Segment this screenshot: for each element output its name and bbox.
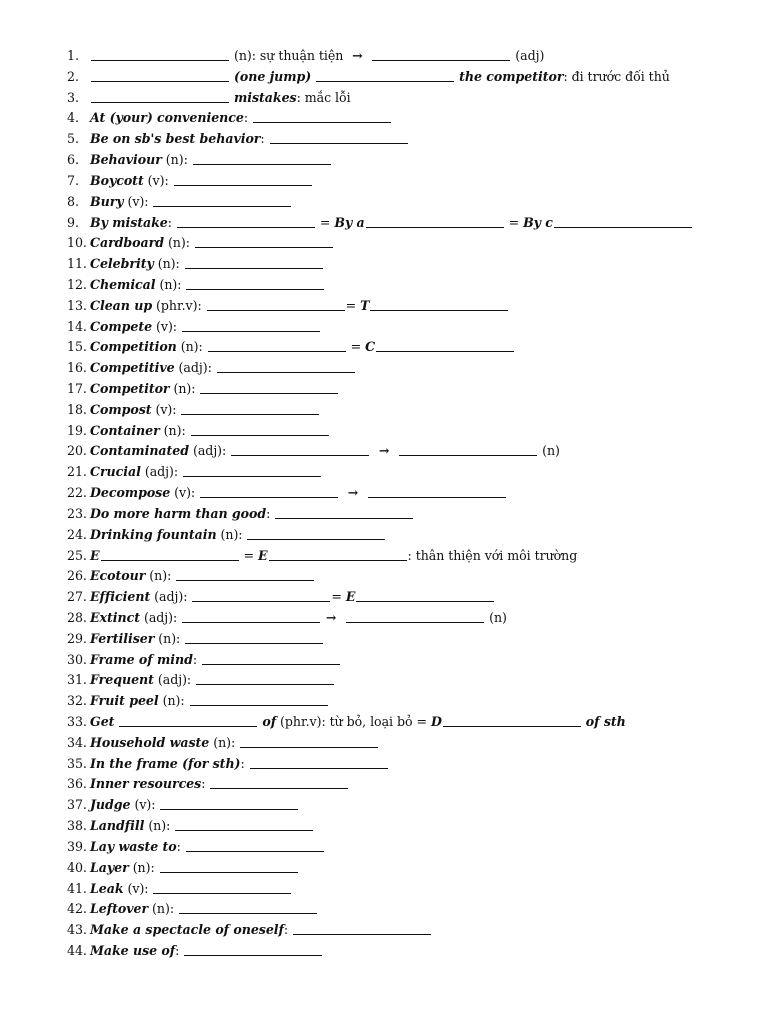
item-text: (n): <box>161 152 192 168</box>
item-number: 41. <box>67 880 87 896</box>
answer-blank[interactable] <box>195 234 333 248</box>
item-text: (n): <box>163 235 194 251</box>
answer-blank[interactable] <box>554 214 692 228</box>
answer-blank[interactable] <box>182 609 320 623</box>
vocab-item <box>67 213 757 234</box>
answer-blank[interactable] <box>372 47 510 61</box>
vocab-item <box>67 88 757 109</box>
vocab-term: Clean up <box>90 297 153 313</box>
answer-blank[interactable] <box>185 255 323 269</box>
vocab-term: Lay waste to <box>90 838 177 854</box>
item-text: : <box>260 131 269 147</box>
vocab-item <box>67 858 757 879</box>
item-number: 20. <box>67 443 87 459</box>
answer-blank[interactable] <box>181 401 319 415</box>
vocab-term: Inner resources <box>90 776 202 792</box>
item-text: (n): <box>209 734 240 750</box>
item-number: 22. <box>67 485 87 501</box>
vocab-term: Chemical <box>90 276 156 292</box>
vocab-item <box>67 879 757 900</box>
item-number: 34. <box>67 734 87 750</box>
vocab-item <box>67 774 757 795</box>
vocab-term: T <box>360 297 370 313</box>
item-number: 16. <box>67 360 87 376</box>
vocab-term: Celebrity <box>90 256 154 272</box>
item-text: = <box>345 297 361 313</box>
item-text: : <box>283 922 293 938</box>
answer-blank[interactable] <box>399 442 537 456</box>
answer-blank[interactable] <box>191 422 329 436</box>
item-text: (v): <box>170 485 200 501</box>
vocab-item <box>67 837 757 858</box>
vocab-item <box>67 504 757 525</box>
vocab-term: D <box>430 714 442 729</box>
item-number: 17. <box>67 381 87 396</box>
vocab-term: Be on sb's best behavior <box>90 131 261 147</box>
vocab-term: E <box>345 589 356 605</box>
arrow-right-icon: → <box>378 443 390 459</box>
item-number: 25. <box>67 547 87 563</box>
item-text: (n): <box>153 256 184 272</box>
vocab-term: Container <box>90 422 160 438</box>
answer-blank[interactable] <box>210 775 348 789</box>
item-text: (v): <box>123 880 153 896</box>
answer-blank[interactable] <box>174 172 312 186</box>
item-number: 38. <box>67 818 87 834</box>
item-text: (n): sự thuận tiện <box>230 48 348 63</box>
item-number: 21. <box>67 464 87 480</box>
item-number: 18. <box>67 401 87 417</box>
vocab-term: Get <box>90 714 115 729</box>
vocab-term: Crucial <box>90 464 141 480</box>
vocab-item <box>67 67 757 88</box>
vocab-item <box>67 899 757 920</box>
item-number: 4. <box>67 110 79 126</box>
answer-blank[interactable] <box>186 276 324 290</box>
vocab-item <box>67 608 757 629</box>
vocab-term: Fertiliser <box>90 630 155 646</box>
vocab-term: Drinking fountain <box>90 526 217 542</box>
item-text: (v): <box>130 797 160 813</box>
vocab-item <box>67 462 757 483</box>
item-text: (v): <box>123 193 153 209</box>
vocab-item <box>67 358 757 379</box>
answer-blank[interactable] <box>182 318 320 332</box>
answer-blank[interactable] <box>346 609 484 623</box>
item-text: : <box>243 110 253 126</box>
answer-blank[interactable] <box>217 359 355 373</box>
answer-blank[interactable] <box>247 526 385 540</box>
item-number: 39. <box>67 838 87 854</box>
item-number: 12. <box>67 276 87 292</box>
vocab-term: Do more harm than good <box>90 505 267 521</box>
vocab-item <box>67 337 757 358</box>
vocab-term: Judge <box>90 797 131 813</box>
item-text: : <box>266 505 275 521</box>
vocab-term: E <box>257 547 268 563</box>
vocab-term: Competitor <box>90 381 170 396</box>
item-text: (n): <box>128 859 159 875</box>
item-text: : thân thiện với môi trường <box>407 547 578 563</box>
vocab-term: At (your) convenience <box>90 110 244 126</box>
answer-blank[interactable] <box>160 796 298 810</box>
item-text: : mắc lỗi <box>296 89 351 105</box>
vocab-item <box>67 379 757 400</box>
answer-blank[interactable] <box>185 630 323 644</box>
vocab-term: Frame of mind <box>90 651 193 667</box>
vocab-item <box>67 795 757 816</box>
item-text: (adj) <box>511 48 545 63</box>
item-text: (n): <box>155 276 186 292</box>
answer-blank[interactable] <box>269 547 407 561</box>
vocab-term: Leak <box>90 880 124 896</box>
vocab-item <box>67 712 757 733</box>
vocab-item <box>67 150 757 171</box>
item-text: (n): <box>169 381 200 396</box>
vocab-term: Make use of <box>90 942 176 958</box>
vocab-term: Make a spectacle of oneself <box>90 922 284 938</box>
answer-blank[interactable] <box>119 713 257 727</box>
vocab-term: By c <box>523 214 553 230</box>
item-text: (n): <box>158 693 189 709</box>
vocab-item <box>67 129 757 150</box>
answer-blank[interactable] <box>91 68 229 82</box>
vocab-term: Compete <box>90 318 153 334</box>
item-number: 10. <box>67 235 87 251</box>
answer-blank[interactable] <box>275 505 413 519</box>
arrow-right-icon: → <box>347 485 359 501</box>
answer-blank[interactable] <box>175 817 313 831</box>
item-number: 30. <box>67 651 87 667</box>
vocab-term: E <box>90 547 100 563</box>
item-number: 9. <box>67 214 79 230</box>
answer-blank[interactable] <box>91 89 229 103</box>
item-text: (n): <box>154 630 185 646</box>
item-text: = <box>346 339 366 355</box>
answer-blank[interactable] <box>356 588 494 602</box>
vocab-term: Leftover <box>90 901 149 917</box>
answer-blank[interactable] <box>190 692 328 706</box>
item-number: 27. <box>67 589 87 605</box>
answer-blank[interactable] <box>270 130 408 144</box>
answer-blank[interactable] <box>160 859 298 873</box>
answer-blank[interactable] <box>443 713 581 727</box>
answer-blank[interactable] <box>176 567 314 581</box>
vocab-item <box>67 171 757 192</box>
answer-blank[interactable] <box>376 338 514 352</box>
answer-blank[interactable] <box>202 651 340 665</box>
item-text: (n): <box>144 818 175 834</box>
vocab-term: Compost <box>90 401 152 417</box>
answer-blank[interactable] <box>316 68 454 82</box>
vocab-term: mistakes <box>233 89 297 105</box>
vocab-item <box>67 296 757 317</box>
answer-blank[interactable] <box>91 47 229 61</box>
answer-blank[interactable] <box>253 109 391 123</box>
vocab-item <box>67 920 757 941</box>
answer-blank[interactable] <box>366 214 504 228</box>
vocab-term: In the frame (for sth) <box>90 755 241 771</box>
vocab-term: C <box>365 339 376 355</box>
item-text: : <box>201 776 210 792</box>
item-text: (adj): <box>189 443 231 459</box>
vocab-item <box>67 275 757 296</box>
item-text: (adj): <box>153 672 196 688</box>
item-number: 42. <box>67 901 87 917</box>
item-text: = <box>239 547 258 563</box>
vocab-item <box>67 816 757 837</box>
vocab-item <box>67 46 757 67</box>
answer-blank[interactable] <box>207 297 345 311</box>
vocab-item <box>67 108 757 129</box>
item-text: (n): <box>145 568 176 584</box>
item-number: 24. <box>67 526 87 542</box>
vocab-term: Frequent <box>90 672 154 688</box>
answer-blank[interactable] <box>200 380 338 394</box>
item-text <box>394 443 398 458</box>
vocab-term: Competition <box>90 339 177 355</box>
item-text: : <box>240 755 249 771</box>
vocab-item <box>67 650 757 671</box>
item-number: 43. <box>67 922 87 938</box>
vocab-item <box>67 733 757 754</box>
item-number: 37. <box>67 797 87 813</box>
item-text: : đi trước đối thủ <box>563 68 670 84</box>
item-number: 31. <box>67 672 87 688</box>
answer-blank[interactable] <box>193 151 331 165</box>
vocab-term: Behaviour <box>90 152 162 168</box>
item-number: 11. <box>67 256 87 272</box>
item-text: (v): <box>151 401 181 417</box>
vocab-term: Efficient <box>90 589 151 605</box>
item-text <box>114 714 118 729</box>
item-text: (adj): <box>140 464 183 480</box>
item-text: (adj): <box>140 609 182 625</box>
item-number: 35. <box>67 755 87 771</box>
item-text <box>367 48 371 63</box>
item-number: 7. <box>67 172 79 188</box>
item-text: (n) <box>485 609 507 625</box>
arrow-right-icon: → <box>352 48 363 63</box>
item-number: 29. <box>67 630 87 646</box>
vocab-term: Bury <box>90 193 124 209</box>
vocabulary-list <box>67 46 757 962</box>
answer-blank[interactable] <box>370 297 508 311</box>
answer-blank[interactable] <box>250 755 388 769</box>
arrow-right-icon: → <box>325 609 337 625</box>
vocab-item <box>67 483 757 504</box>
item-number: 19. <box>67 422 87 438</box>
item-number: 26. <box>67 568 87 584</box>
item-number: 23. <box>67 505 87 521</box>
item-number: 44. <box>67 942 87 958</box>
vocab-term: Landfill <box>90 818 145 834</box>
item-number: 14. <box>67 318 87 334</box>
answer-blank[interactable] <box>153 193 291 207</box>
vocab-item <box>67 941 757 962</box>
item-text: (n): <box>176 339 207 355</box>
vocab-term: Household waste <box>90 734 210 750</box>
vocab-item <box>67 192 757 213</box>
vocab-item <box>67 546 757 567</box>
item-number: 36. <box>67 776 87 792</box>
vocab-item <box>67 566 757 587</box>
item-number: 33. <box>67 714 87 729</box>
item-text: : <box>175 942 184 958</box>
item-text: (n) <box>538 443 560 459</box>
answer-blank[interactable] <box>293 921 431 935</box>
item-text: (adj): <box>150 589 192 605</box>
answer-blank[interactable] <box>183 463 321 477</box>
vocab-item <box>67 441 757 462</box>
item-text: (n): <box>216 526 247 542</box>
item-number: 3. <box>67 89 79 105</box>
item-text: : <box>192 651 202 667</box>
answer-blank[interactable] <box>179 900 317 914</box>
item-number: 15. <box>67 339 87 355</box>
item-number: 1. <box>67 48 79 63</box>
item-text <box>341 610 345 625</box>
item-text: (v): <box>152 318 181 334</box>
item-number: 6. <box>67 152 79 168</box>
item-text: (n): <box>148 901 178 917</box>
answer-blank[interactable] <box>101 547 239 561</box>
vocab-item <box>67 670 757 691</box>
vocab-term: Extinct <box>90 609 141 625</box>
answer-blank[interactable] <box>192 588 330 602</box>
answer-blank[interactable] <box>208 338 346 352</box>
item-text: = <box>504 214 524 230</box>
item-number: 8. <box>67 193 79 209</box>
item-number: 5. <box>67 131 79 147</box>
vocab-term: Decompose <box>90 485 171 501</box>
answer-blank[interactable] <box>231 442 369 456</box>
item-text: (v): <box>143 172 173 188</box>
item-number: 40. <box>67 859 87 875</box>
answer-blank[interactable] <box>184 942 322 956</box>
item-text <box>363 485 367 500</box>
item-text: (phr.v): từ bỏ, loại bỏ = <box>276 714 431 729</box>
vocab-term: (one jump) <box>233 68 312 84</box>
item-text <box>370 443 374 458</box>
item-number: 28. <box>67 609 87 625</box>
item-text <box>311 69 315 84</box>
item-text: : <box>167 214 176 230</box>
answer-blank[interactable] <box>240 734 378 748</box>
answer-blank[interactable] <box>186 838 324 852</box>
item-number: 32. <box>67 693 87 709</box>
item-text: (adj): <box>174 360 216 376</box>
vocab-item <box>67 691 757 712</box>
answer-blank[interactable] <box>153 880 291 894</box>
answer-blank[interactable] <box>368 484 506 498</box>
vocab-term: of sth <box>585 714 626 729</box>
vocab-term: Ecotour <box>90 568 146 584</box>
item-number: 13. <box>67 297 87 313</box>
vocab-term: Fruit peel <box>90 693 159 709</box>
vocab-term: Layer <box>90 859 129 875</box>
vocab-item <box>67 629 757 650</box>
item-text <box>339 485 343 500</box>
item-text: = <box>331 589 346 605</box>
vocab-item <box>67 254 757 275</box>
vocab-term: Cardboard <box>90 235 164 251</box>
item-text: = <box>315 214 335 230</box>
item-text: (phr.v): <box>152 297 206 313</box>
vocab-term: of <box>262 714 277 729</box>
item-text: : <box>176 838 185 854</box>
vocab-item <box>67 233 757 254</box>
item-text: (n): <box>159 422 190 438</box>
vocab-item <box>67 754 757 775</box>
vocab-item <box>67 587 757 608</box>
answer-blank[interactable] <box>177 214 315 228</box>
vocab-item <box>67 400 757 421</box>
vocab-term: Contaminated <box>90 443 190 459</box>
vocab-term: Competitive <box>90 360 175 376</box>
vocab-term: By mistake <box>90 214 168 230</box>
vocab-item <box>67 421 757 442</box>
vocab-term: the competitor <box>459 68 564 84</box>
vocab-term: By a <box>334 214 365 230</box>
answer-blank[interactable] <box>200 484 338 498</box>
vocab-item <box>67 317 757 338</box>
vocab-term: Boycott <box>90 172 144 188</box>
item-number: 2. <box>67 68 79 84</box>
vocab-item <box>67 525 757 546</box>
answer-blank[interactable] <box>196 671 334 685</box>
